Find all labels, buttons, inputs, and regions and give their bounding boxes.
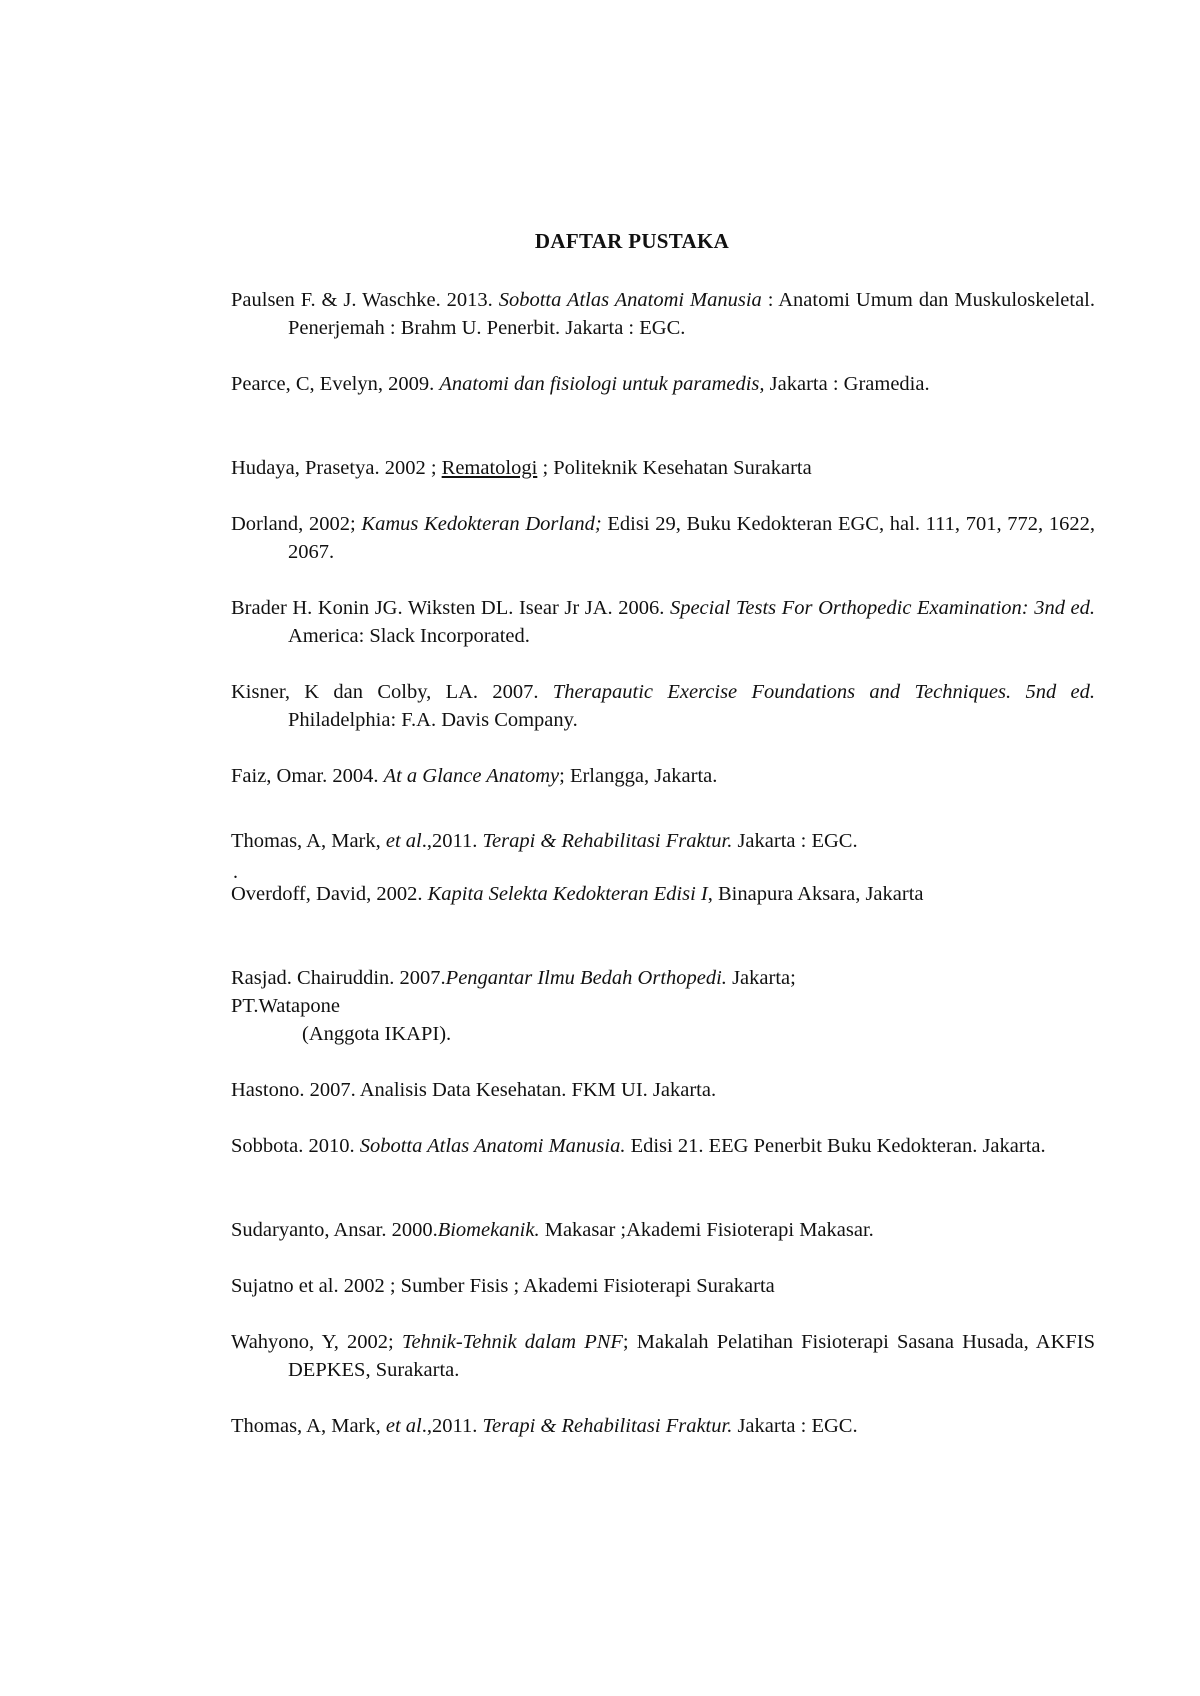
reference-entry: Dorland, 2002; Kamus Kedokteran Dorland; Edisi 29, Buku Kedokteran EGC, hal. 111, 701, 772, 1622, 2067. [231,513,1095,563]
reference-entry: Sobbota. 2010. Sobotta Atlas Anatomi Manusia. Edisi 21. EEG Penerbit Buku Kedokteran. Jakarta. [231,1135,1046,1157]
stray-mark: . [233,861,238,883]
reference-entry: Overdoff, David, 2002. Kapita Selekta Kedokteran Edisi I, Binapura Aksara, Jakarta [231,883,924,905]
reference-entry: Sujatno et al. 2002 ; Sumber Fisis ; Akademi Fisioterapi Surakarta [231,1275,775,1297]
page-title: DAFTAR PUSTAKA [534,229,730,253]
reference-entry-continuation: PT.Watapone [231,995,340,1017]
reference-entry: Rasjad. Chairuddin. 2007.Pengantar Ilmu Bedah Orthopedi. Jakarta; [231,967,796,989]
reference-entry: Wahyono, Y, 2002; Tehnik-Tehnik dalam PNF; Makalah Pelatihan Fisioterapi Sasana Husada, AKFIS DEPKES, Surakarta. [231,1331,1096,1381]
reference-entry: Paulsen F. & J. Waschke. 2013. Sobotta Atlas Anatomi Manusia : Anatomi Umum dan Muskuloskeletal. Penerjemah : Brahm U. Penerbit. Jakarta : EGC. [231,289,1095,339]
reference-entry: Sudaryanto, Ansar. 2000.Biomekanik. Makasar ;Akademi Fisioterapi Makasar. [231,1219,874,1241]
reference-entry: Pearce, C, Evelyn, 2009. Anatomi dan fisiologi untuk paramedis, Jakarta : Gramedia. [231,373,930,395]
reference-entry: Hudaya, Prasetya. 2002 ; Rematologi ; Politeknik Kesehatan Surakarta [231,457,812,479]
reference-entry: Brader H. Konin JG. Wiksten DL. Isear Jr JA. 2006. Special Tests For Orthopedic Examination: 3nd ed. America: Slack Incorporated. [231,597,1095,647]
reference-entry: Hastono. 2007. Analisis Data Kesehatan. FKM UI. Jakarta. [231,1079,717,1101]
reference-entry: Thomas, A, Mark, et al.,2011. Terapi & Rehabilitasi Fraktur. Jakarta : EGC. [231,830,858,852]
reference-entry-continuation: (Anggota IKAPI). [302,1023,452,1045]
reference-entry: Faiz, Omar. 2004. At a Glance Anatomy; Erlangga, Jakarta. [231,765,718,787]
reference-entry: Thomas, A, Mark, et al.,2011. Terapi & Rehabilitasi Fraktur. Jakarta : EGC. [231,1415,858,1437]
reference-entry: Kisner, K dan Colby, LA. 2007. Therapautic Exercise Foundations and Techniques. 5nd ed. Philadelphia: F.A. Davis Company. [231,681,1095,731]
